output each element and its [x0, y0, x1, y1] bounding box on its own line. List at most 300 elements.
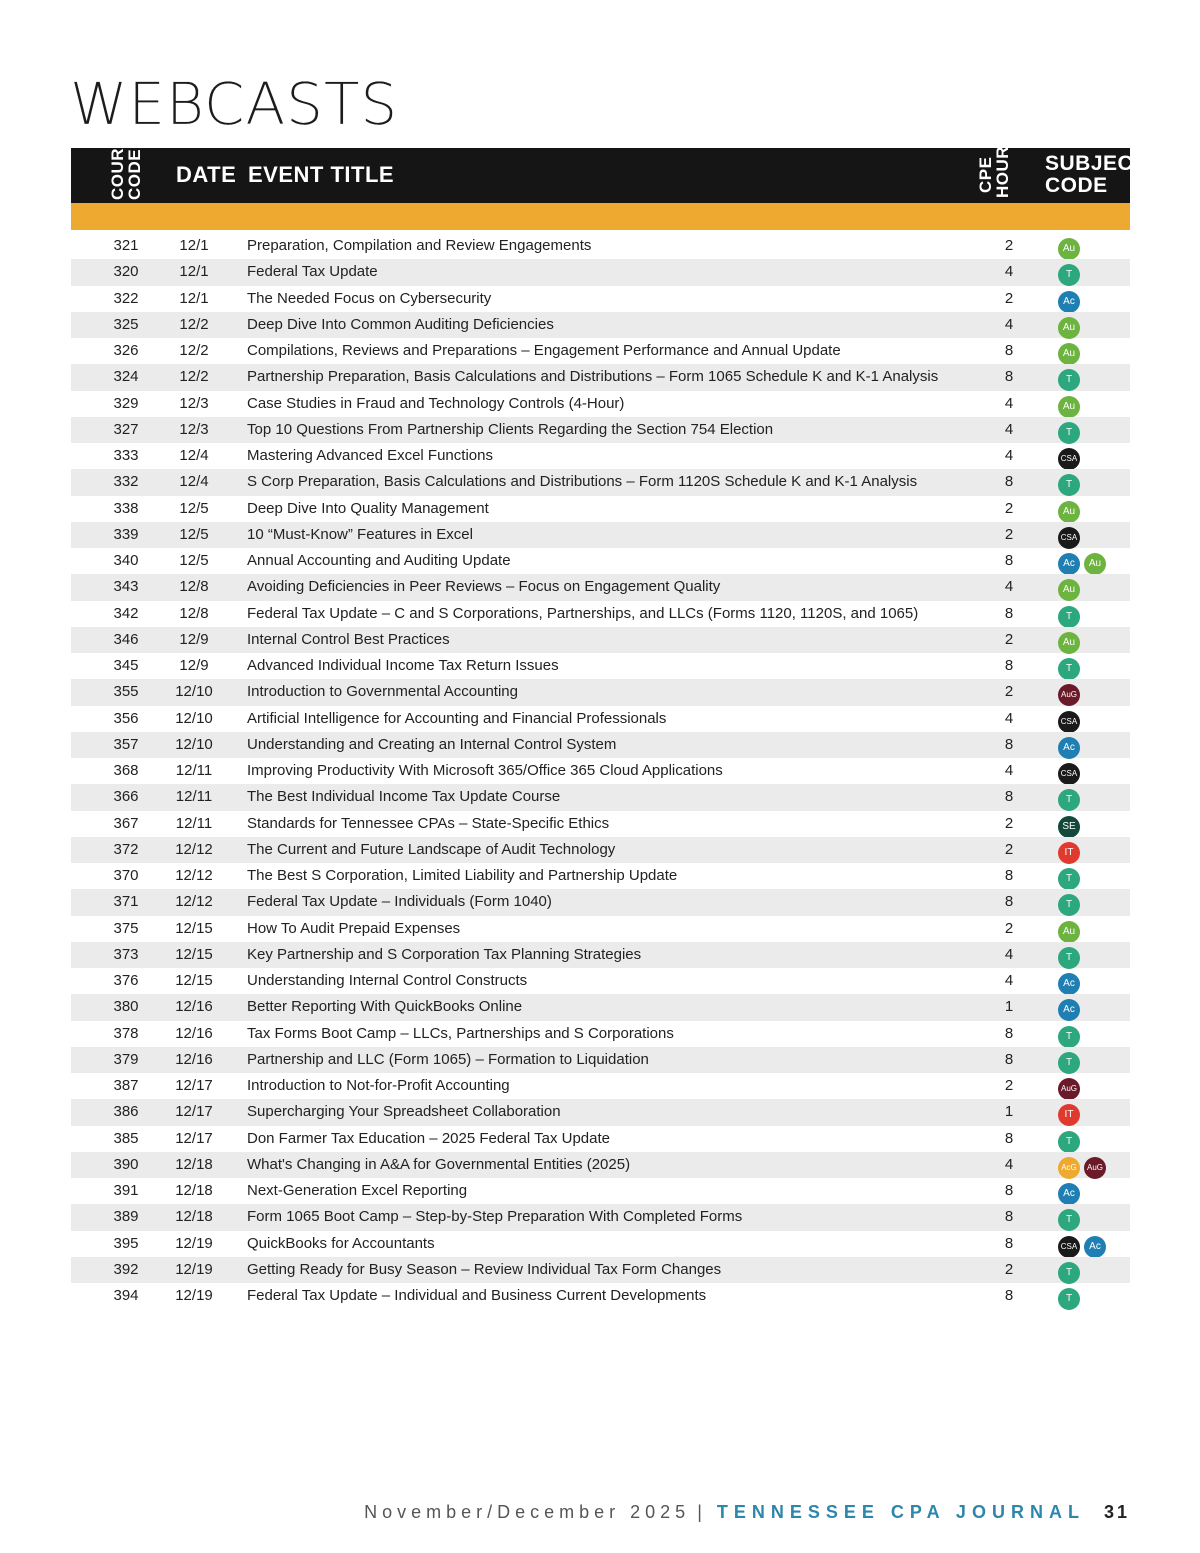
- cpe-hours-cell: 1: [1004, 998, 1014, 1016]
- subject-badge: T: [1058, 1209, 1080, 1231]
- subject-code-cell: [1058, 343, 1080, 365]
- event-title-cell: Preparation, Compilation and Review Engagements: [247, 237, 592, 254]
- date-cell: 12/9: [179, 630, 209, 648]
- subject-badge: Ac: [1058, 553, 1080, 575]
- subject-code-cell: [1058, 1183, 1080, 1205]
- course-code-cell: 333: [113, 447, 139, 464]
- table-row: [71, 784, 1130, 810]
- date-cell: 12/10: [175, 709, 213, 727]
- date-cell: 12/15: [175, 945, 213, 963]
- event-title-cell: Federal Tax Update – Individuals (Form 1040): [247, 893, 552, 911]
- event-title-cell: Federal Tax Update: [247, 263, 378, 281]
- table-row: [71, 627, 1130, 653]
- cpe-hours-cell: 8: [1004, 657, 1014, 674]
- subject-code-cell: [1058, 317, 1080, 339]
- cpe-hours-cell: 8: [1004, 1129, 1014, 1147]
- course-code-cell: 372: [113, 840, 139, 858]
- table-row: [71, 417, 1130, 443]
- subject-badge: CSA: [1058, 763, 1080, 785]
- date-cell: 12/12: [175, 893, 213, 911]
- table-row: [71, 1283, 1130, 1309]
- subject-badge: T: [1058, 868, 1080, 890]
- event-title-cell: Mastering Advanced Excel Functions: [247, 447, 493, 464]
- course-code-cell: 375: [113, 919, 139, 937]
- event-title-cell: Top 10 Questions From Partnership Clients Regarding the Section 754 Election: [247, 420, 774, 438]
- header-date: DATE: [176, 162, 237, 187]
- cpe-hours-cell: 8: [1004, 1287, 1014, 1304]
- table-row: [71, 522, 1130, 548]
- event-title-cell: QuickBooks for Accountants: [247, 1234, 435, 1252]
- date-cell: 12/12: [175, 840, 213, 858]
- course-code-cell: 357: [113, 735, 139, 753]
- subject-code-cell: [1058, 606, 1080, 628]
- table-row: [71, 1021, 1130, 1047]
- subject-badge: Au: [1058, 501, 1080, 523]
- subject-code-cell: [1058, 1078, 1080, 1100]
- table-body: [71, 233, 1130, 1309]
- table-row: [71, 312, 1130, 338]
- subject-badge: CSA: [1058, 448, 1080, 470]
- subject-badge: AuG: [1058, 1078, 1080, 1100]
- table-row: [71, 1047, 1130, 1073]
- subject-badge: Au: [1058, 632, 1080, 654]
- cpe-hours-cell: 2: [1004, 499, 1014, 517]
- date-cell: 12/11: [175, 814, 213, 832]
- cpe-hours-cell: 2: [1004, 525, 1014, 543]
- event-title-cell: Federal Tax Update – C and S Corporations, Partnerships, and LLCs (Forms 1120, 1120S, and 1065): [247, 604, 919, 622]
- course-code-cell: 367: [113, 814, 139, 832]
- webcasts-table: [71, 124, 1147, 1309]
- subject-badge: T: [1058, 1052, 1080, 1074]
- table-row: [71, 811, 1130, 837]
- event-title-cell: Better Reporting With QuickBooks Online: [247, 998, 523, 1016]
- date-cell: 12/12: [175, 867, 213, 884]
- subject-code-cell: [1058, 579, 1080, 601]
- table-row: [71, 1126, 1130, 1152]
- date-cell: 12/18: [175, 1155, 213, 1173]
- course-code-cell: 386: [113, 1103, 139, 1121]
- course-code-cell: 320: [113, 263, 139, 281]
- course-code-cell: 373: [113, 945, 139, 963]
- event-title-cell: 10 “Must-Know” Features in Excel: [247, 525, 473, 543]
- event-title-cell: How To Audit Prepaid Expenses: [247, 919, 461, 937]
- table-row: [71, 706, 1130, 732]
- subject-code-cell: [1058, 973, 1080, 995]
- subject-badge: T: [1058, 947, 1080, 969]
- header-cpe-hours: CPE HOURS: [976, 134, 1012, 198]
- event-title-cell: Next-Generation Excel Reporting: [247, 1182, 468, 1199]
- subject-badge: CSA: [1058, 711, 1080, 733]
- course-code-cell: 329: [113, 394, 139, 412]
- subject-badge: Au: [1058, 317, 1080, 339]
- cpe-hours-cell: 2: [1004, 1077, 1014, 1094]
- course-code-cell: 327: [113, 420, 139, 438]
- cpe-hours-cell: 8: [1004, 893, 1014, 911]
- course-code-cell: 343: [113, 578, 139, 596]
- course-code-cell: 338: [113, 499, 139, 517]
- event-title-cell: Partnership Preparation, Basis Calculations and Distributions – Form 1065 Schedule K and K-1 Analysis: [247, 368, 939, 386]
- subject-badge: T: [1058, 264, 1080, 286]
- date-cell: 12/5: [179, 499, 209, 517]
- subject-badge: T: [1058, 658, 1080, 680]
- table-row: [71, 1204, 1130, 1230]
- cpe-hours-cell: 4: [1004, 447, 1014, 464]
- cpe-hours-cell: 4: [1004, 1155, 1014, 1173]
- table-row: [71, 233, 1130, 259]
- subject-badge: Au: [1058, 238, 1080, 260]
- event-title-cell: Deep Dive Into Common Auditing Deficiencies: [247, 315, 554, 333]
- event-title-cell: Understanding and Creating an Internal Control System: [247, 735, 617, 753]
- cpe-hours-cell: 8: [1004, 1050, 1014, 1068]
- course-code-cell: 392: [113, 1260, 139, 1278]
- subject-code-cell: [1058, 868, 1080, 890]
- course-code-cell: 346: [113, 630, 139, 648]
- subject-code-cell: [1058, 658, 1080, 680]
- date-cell: 12/1: [179, 237, 209, 254]
- subject-badge: SE: [1058, 816, 1080, 838]
- table-row: [71, 364, 1130, 390]
- cpe-hours-cell: 8: [1004, 342, 1014, 359]
- subject-code-cell: [1058, 448, 1080, 470]
- cpe-hours-cell: 4: [1004, 420, 1014, 438]
- cpe-hours-cell: 8: [1004, 473, 1014, 491]
- cpe-hours-cell: 2: [1004, 237, 1014, 254]
- table-row: [71, 469, 1130, 495]
- date-cell: 12/11: [175, 788, 213, 806]
- table-row: [71, 286, 1130, 312]
- event-title-cell: Introduction to Not-for-Profit Accounting: [247, 1077, 510, 1094]
- subject-code-cell: [1058, 632, 1080, 654]
- date-cell: 12/4: [179, 473, 209, 491]
- cpe-hours-cell: 4: [1004, 945, 1014, 963]
- table-row: [71, 1073, 1130, 1099]
- course-code-cell: 378: [113, 1024, 139, 1042]
- course-code-cell: 339: [113, 525, 139, 543]
- event-title-cell: Key Partnership and S Corporation Tax Planning Strategies: [247, 945, 642, 963]
- subject-badge: IT: [1058, 1104, 1080, 1126]
- course-code-cell: 345: [113, 657, 139, 674]
- cpe-hours-cell: 4: [1004, 972, 1014, 989]
- date-cell: 12/19: [175, 1260, 213, 1278]
- subject-badge: Ac: [1058, 737, 1080, 759]
- date-cell: 12/8: [179, 604, 209, 622]
- course-code-cell: 376: [113, 972, 139, 989]
- course-code-cell: 368: [113, 762, 139, 779]
- event-title-cell: Avoiding Deficiencies in Peer Reviews – Focus on Engagement Quality: [247, 578, 721, 596]
- date-cell: 12/4: [179, 447, 209, 464]
- footer-journal-name: TENNESSEE CPA JOURNAL: [716, 1502, 1085, 1522]
- subject-badge: T: [1058, 789, 1080, 811]
- subject-code-cell: [1058, 553, 1106, 575]
- table-row: [71, 1152, 1130, 1178]
- subject-code-cell: [1058, 396, 1080, 418]
- event-title-cell: The Current and Future Landscape of Audit Technology: [247, 840, 616, 858]
- header-event-title: EVENT TITLE: [248, 162, 395, 187]
- subject-badge: AuG: [1058, 684, 1080, 706]
- footer-separator: |: [697, 1502, 702, 1522]
- event-title-cell: Improving Productivity With Microsoft 365/Office 365 Cloud Applications: [247, 762, 723, 779]
- subject-code-cell: [1058, 1236, 1106, 1258]
- event-title-cell: Getting Ready for Busy Season – Review Individual Tax Form Changes: [247, 1260, 722, 1278]
- event-title-cell: Understanding Internal Control Constructs: [247, 972, 528, 989]
- table-row: [71, 837, 1130, 863]
- cpe-hours-cell: 8: [1004, 735, 1014, 753]
- header-accent-bar: [71, 203, 1130, 230]
- cpe-hours-cell: 2: [1004, 289, 1014, 307]
- page-number: 31: [1103, 1502, 1130, 1522]
- event-title-cell: Tax Forms Boot Camp – LLCs, Partnerships and S Corporations: [247, 1024, 674, 1042]
- date-cell: 12/2: [179, 315, 209, 333]
- subject-badge: T: [1058, 1262, 1080, 1284]
- subject-code-cell: [1058, 1131, 1080, 1153]
- cpe-hours-cell: 8: [1004, 1234, 1014, 1252]
- event-title-cell: Supercharging Your Spreadsheet Collaboration: [247, 1103, 561, 1121]
- date-cell: 12/19: [175, 1234, 213, 1252]
- course-code-cell: 366: [113, 788, 139, 806]
- course-code-cell: 325: [113, 315, 139, 333]
- subject-badge: Au: [1058, 343, 1080, 365]
- date-cell: 12/5: [179, 552, 209, 569]
- subject-code-cell: [1058, 1026, 1080, 1048]
- date-cell: 12/11: [175, 762, 213, 779]
- event-title-cell: The Best S Corporation, Limited Liability and Partnership Update: [247, 867, 678, 884]
- event-title-cell: Partnership and LLC (Form 1065) – Formation to Liquidation: [247, 1050, 649, 1068]
- cpe-hours-cell: 4: [1004, 315, 1014, 333]
- cpe-hours-cell: 2: [1004, 683, 1014, 701]
- table-row: [71, 653, 1130, 679]
- date-cell: 12/10: [175, 735, 213, 753]
- course-code-cell: 371: [113, 893, 139, 911]
- event-title-cell: Artificial Intelligence for Accounting and Financial Professionals: [247, 709, 667, 727]
- subject-badge: T: [1058, 606, 1080, 628]
- course-code-cell: 322: [113, 289, 139, 307]
- subject-code-cell: [1058, 1157, 1106, 1179]
- date-cell: 12/15: [175, 919, 213, 937]
- event-title-cell: Introduction to Governmental Accounting: [247, 683, 518, 701]
- subject-code-cell: [1058, 422, 1080, 444]
- date-cell: 12/16: [175, 1024, 213, 1042]
- subject-code-cell: [1058, 369, 1080, 391]
- subject-badge: IT: [1058, 842, 1080, 864]
- subject-badge: AuG: [1084, 1157, 1106, 1179]
- course-code-cell: 389: [113, 1208, 139, 1226]
- subject-badge: Ac: [1058, 1183, 1080, 1205]
- subject-code-cell: [1058, 711, 1080, 733]
- page-footer: [364, 1502, 1130, 1523]
- page-title: WEBCASTS: [70, 70, 399, 138]
- date-cell: 12/16: [175, 1050, 213, 1068]
- course-code-cell: 340: [113, 552, 139, 569]
- date-cell: 12/15: [175, 972, 213, 989]
- subject-badge: CSA: [1058, 1236, 1080, 1258]
- subject-code-cell: [1058, 737, 1080, 759]
- event-title-cell: Annual Accounting and Auditing Update: [247, 552, 511, 569]
- event-title-cell: Internal Control Best Practices: [247, 630, 450, 648]
- subject-badge: Au: [1058, 921, 1080, 943]
- course-code-cell: 356: [113, 709, 139, 727]
- subject-code-cell: [1058, 474, 1080, 496]
- event-title-cell: S Corp Preparation, Basis Calculations and Distributions – Form 1120S Schedule K and K-1 Analysis: [247, 473, 918, 491]
- table-row: [71, 968, 1130, 994]
- subject-code-cell: [1058, 238, 1080, 260]
- subject-code-cell: [1058, 763, 1080, 785]
- table-row: [71, 1099, 1130, 1125]
- course-code-cell: 321: [113, 237, 139, 254]
- cpe-hours-cell: 4: [1004, 263, 1014, 281]
- subject-badge: T: [1058, 422, 1080, 444]
- subject-code-cell: [1058, 291, 1080, 313]
- cpe-hours-cell: 4: [1004, 578, 1014, 596]
- cpe-hours-cell: 2: [1004, 919, 1014, 937]
- event-title-cell: What's Changing in A&A for Governmental Entities (2025): [247, 1155, 631, 1173]
- table-row: [71, 758, 1130, 784]
- cpe-hours-cell: 8: [1004, 1182, 1014, 1199]
- date-cell: 12/2: [179, 368, 209, 386]
- table-row: [71, 994, 1130, 1020]
- subject-badge: T: [1058, 369, 1080, 391]
- subject-badge: T: [1058, 1026, 1080, 1048]
- subject-code-cell: [1058, 947, 1080, 969]
- subject-badge: T: [1058, 474, 1080, 496]
- subject-badge: Au: [1058, 579, 1080, 601]
- subject-badge: T: [1058, 1288, 1080, 1310]
- cpe-hours-cell: 8: [1004, 788, 1014, 806]
- course-code-cell: 380: [113, 998, 139, 1016]
- subject-code-cell: [1058, 789, 1080, 811]
- table-row: [71, 1178, 1130, 1204]
- cpe-hours-cell: 2: [1004, 1260, 1014, 1278]
- date-cell: 12/8: [179, 578, 209, 596]
- course-code-cell: 324: [113, 368, 139, 386]
- subject-badge: Ac: [1084, 1236, 1106, 1258]
- date-cell: 12/17: [175, 1103, 213, 1121]
- table-row: [71, 1231, 1130, 1257]
- table-row: [71, 889, 1130, 915]
- course-code-cell: 355: [113, 683, 139, 701]
- subject-code-cell: [1058, 264, 1080, 286]
- event-title-cell: Deep Dive Into Quality Management: [247, 499, 489, 517]
- course-code-cell: 395: [113, 1234, 139, 1252]
- course-code-cell: 370: [113, 867, 139, 884]
- subject-badge: AcG: [1058, 1157, 1080, 1179]
- subject-code-cell: [1058, 816, 1080, 838]
- cpe-hours-cell: 4: [1004, 762, 1014, 779]
- course-code-cell: 385: [113, 1129, 139, 1147]
- event-title-cell: The Needed Focus on Cybersecurity: [247, 289, 492, 307]
- course-code-cell: 326: [113, 342, 139, 359]
- date-cell: 12/9: [179, 657, 209, 674]
- date-cell: 12/17: [175, 1129, 213, 1147]
- cpe-hours-cell: 8: [1004, 552, 1014, 569]
- event-title-cell: Case Studies in Fraud and Technology Controls (4-Hour): [247, 394, 625, 412]
- footer-issue: November/December 2025: [364, 1502, 691, 1522]
- course-code-cell: 342: [113, 604, 139, 622]
- table-row: [71, 548, 1130, 574]
- cpe-hours-cell: 2: [1004, 630, 1014, 648]
- date-cell: 12/5: [179, 525, 209, 543]
- table-row: [71, 916, 1130, 942]
- event-title-cell: Form 1065 Boot Camp – Step-by-Step Preparation With Completed Forms: [247, 1208, 743, 1226]
- subject-code-cell: [1058, 1052, 1080, 1074]
- date-cell: 12/18: [175, 1182, 213, 1199]
- event-title-cell: Advanced Individual Income Tax Return Issues: [247, 657, 559, 674]
- table-row: [71, 574, 1130, 600]
- subject-badge: T: [1058, 1131, 1080, 1153]
- course-code-cell: 394: [113, 1287, 139, 1304]
- table-row: [71, 1257, 1130, 1283]
- date-cell: 12/10: [175, 683, 213, 701]
- course-code-cell: 387: [113, 1077, 139, 1094]
- cpe-hours-cell: 8: [1004, 867, 1014, 884]
- cpe-hours-cell: 4: [1004, 394, 1014, 412]
- cpe-hours-cell: 8: [1004, 1024, 1014, 1042]
- course-code-cell: 391: [113, 1182, 139, 1199]
- subject-code-cell: [1058, 1104, 1080, 1126]
- table-row: [71, 338, 1130, 364]
- date-cell: 12/1: [179, 289, 209, 307]
- date-cell: 12/17: [175, 1077, 213, 1094]
- date-cell: 12/3: [179, 420, 209, 438]
- date-cell: 12/16: [175, 998, 213, 1016]
- header-subject-code: SUBJECT CODE: [1045, 152, 1147, 197]
- subject-badge: Ac: [1058, 999, 1080, 1021]
- subject-code-cell: [1058, 999, 1080, 1021]
- table-row: [71, 443, 1130, 469]
- date-cell: 12/1: [179, 263, 209, 281]
- subject-badge: Ac: [1058, 291, 1080, 313]
- subject-code-cell: [1058, 894, 1080, 916]
- table-row: [71, 601, 1130, 627]
- table-row: [71, 496, 1130, 522]
- date-cell: 12/3: [179, 394, 209, 412]
- header-course-code: COURSE CODE: [108, 124, 144, 200]
- subject-badge: Au: [1084, 553, 1106, 575]
- cpe-hours-cell: 1: [1004, 1103, 1014, 1121]
- table-row: [71, 391, 1130, 417]
- subject-badge: CSA: [1058, 527, 1080, 549]
- event-title-cell: The Best Individual Income Tax Update Course: [247, 788, 561, 806]
- table-row: [71, 942, 1130, 968]
- event-title-cell: Compilations, Reviews and Preparations – Engagement Performance and Annual Update: [247, 342, 841, 359]
- subject-code-cell: [1058, 842, 1080, 864]
- cpe-hours-cell: 8: [1004, 368, 1014, 386]
- cpe-hours-cell: 2: [1004, 840, 1014, 858]
- cpe-hours-cell: 8: [1004, 1208, 1014, 1226]
- course-code-cell: 379: [113, 1050, 139, 1068]
- subject-code-cell: [1058, 527, 1080, 549]
- table-row: [71, 732, 1130, 758]
- subject-code-cell: [1058, 501, 1080, 523]
- table-row: [71, 259, 1130, 285]
- course-code-cell: 390: [113, 1155, 139, 1173]
- subject-badge: Au: [1058, 396, 1080, 418]
- subject-badge: Ac: [1058, 973, 1080, 995]
- table-row: [71, 863, 1130, 889]
- subject-code-cell: [1058, 921, 1080, 943]
- course-code-cell: 332: [113, 473, 139, 491]
- table-header: [71, 124, 1147, 203]
- date-cell: 12/2: [179, 342, 209, 359]
- cpe-hours-cell: 8: [1004, 604, 1014, 622]
- date-cell: 12/19: [175, 1287, 213, 1304]
- cpe-hours-cell: 4: [1004, 709, 1014, 727]
- subject-code-cell: [1058, 1288, 1080, 1310]
- subject-code-cell: [1058, 1262, 1080, 1284]
- subject-badge: T: [1058, 894, 1080, 916]
- event-title-cell: Federal Tax Update – Individual and Business Current Developments: [247, 1287, 707, 1304]
- event-title-cell: Don Farmer Tax Education – 2025 Federal Tax Update: [247, 1129, 610, 1147]
- event-title-cell: Standards for Tennessee CPAs – State-Specific Ethics: [247, 814, 610, 832]
